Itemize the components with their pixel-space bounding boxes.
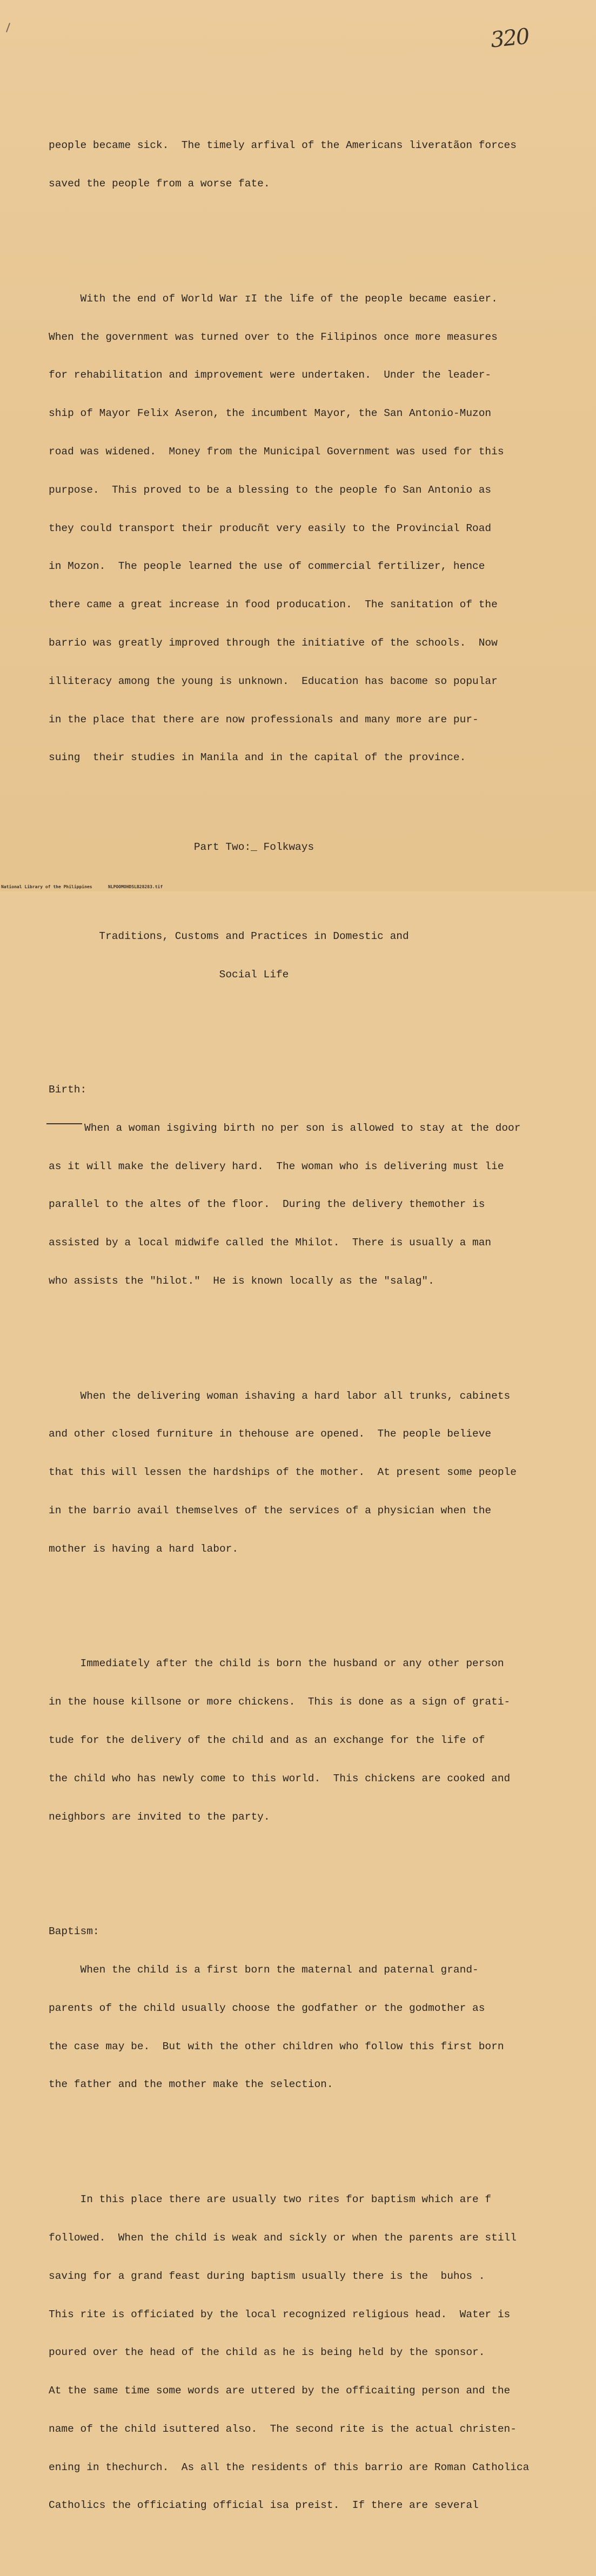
text-line: followed. When the child is weak and sickly or when the parents are still [49,2232,517,2244]
text-line: for rehabilitation and improvement were undertaken. Under the leader- [49,369,492,381]
paragraph-2 [49,267,567,790]
text-line: At the same time some words are uttered by the officaiting person and the [49,2385,511,2397]
section-heading [49,905,459,1007]
text-line: This rite is officiated by the local recognized religious head. Water is [49,2308,511,2320]
text-line: mother is having a hard labor. [49,1542,239,1555]
corner-mark [6,23,10,32]
text-line: name of the child isuttered also. The second rite is the actual christen- [49,2423,517,2435]
file-name: NLPOOMOHDSLB28283.tif [108,884,163,889]
birth-paragraph-2 [49,1364,567,1581]
text-line: When the child is a first born the maternal and paternal grand- [49,1964,479,1976]
text-line: Catholics the officiating official isa preist. If there are several [49,2499,479,2512]
text-line: who assists the "hilot." He is known locally as the "salag". [49,1274,434,1287]
text-line: Immediately after the child is born the husband or any other person [49,1658,504,1670]
text-line: as it will make the delivery hard. The woman who is delivering must lie [49,1160,504,1172]
text-line: in the barrio avail themselves of the services of a physician when the [49,1504,492,1517]
text-line: that this will lessen the hardships of the mother. At present some people [49,1466,517,1479]
text-line: there came a great increase in food producation. The sanitation of the [49,599,498,611]
text-line: When the government was turned over to the Filipinos once more measures [49,331,498,343]
text-line: barrio was greatly improved through the initiative of the schools. Now [49,636,498,649]
text-line: suing their studies in Manila and in the capital of the province. [49,752,466,764]
text-line: the case may be. But with the other children who follow this first born [49,2040,504,2052]
text-line: When the delivering woman ishaving a hard labor all trunks, cabinets [49,1390,511,1402]
text-line: road was widened. Money from the Municipal Government was used for this [49,446,504,458]
text-line: In this place there are usually two rites for baptism which are f [49,2193,492,2206]
text-line: parallel to the altes of the floor. During the delivery themother is [49,1198,485,1211]
birth-section [49,1058,567,1313]
text-line-content: When a woman isgiving birth no per son is allowed to stay at the door [84,1122,521,1134]
text-line: illiteracy among the young is unknown. Education has bacome so popular [49,675,498,687]
text-line: parents of the child usually choose the godfather or the godmother as [49,2002,485,2014]
baptism-section [49,1900,567,2117]
text-line: in the house killsone or more chickens. This is done as a sign of grati- [49,1696,511,1708]
section-heading-line: Social Life [219,969,289,981]
text-line: saving for a grand feast during baptism usually there is the buhos . [49,2270,485,2282]
text-line: tude for the delivery of the child and as an exchange for the life of [49,1734,485,1747]
birth-label: Birth: [49,1083,87,1096]
part-heading: Part Two:_ Folkways [193,841,314,853]
text-line: With the end of World War ɪI the life of the people became easier. [49,292,498,305]
underline-rule [46,1123,82,1124]
text-line: people became sick. The timely arfival of the Americans liveratãon forces [49,139,517,152]
text-line: purpose. This proved to be a blessing to the people fo San Antonio as [49,484,492,496]
paragraph-1 [49,114,567,216]
text-line: neighbors are invited to the party. [49,1810,270,1823]
text-line: ship of Mayor Felix Aseron, the incumbent Mayor, the San Antonio-Muzon [49,407,492,420]
text-line: saved the people from a worse fate. [49,178,270,190]
text-line: they could transport their producñt very easily to the Provincial Road [49,522,492,534]
baptism-paragraph-2 [49,2168,567,2538]
text-line [49,1122,567,1135]
baptism-label: Baptism: [49,1926,99,1938]
text-line: the child who has newly come to this world. This chickens are cooked and [49,1772,511,1785]
birth-paragraph-3 [49,1632,567,1849]
text-line: the father and the mother make the selection. [49,2078,333,2091]
text-line: poured over the head of the child as he is being held by the sponsor. [49,2346,485,2359]
document-body [49,89,567,2576]
text-line: and other closed furniture in thehouse are opened. The people believe [49,1428,492,1440]
text-line: ening in thechurch. As all the residents of this barrio are Roman Catholica [49,2461,530,2473]
library-credit: National Library of the Philippines [1,884,92,889]
text-line: in the place that there are now professionals and many more are pur- [49,713,479,726]
section-heading-line: Traditions, Customs and Practices in Domestic and [99,930,409,943]
text-line: in Mozon. The people learned the use of commercial fertilizer, hence [49,560,485,573]
page-number: 320 [489,24,530,53]
text-line: assisted by a local midwife called the Mhilot. There is usually a man [49,1237,492,1249]
